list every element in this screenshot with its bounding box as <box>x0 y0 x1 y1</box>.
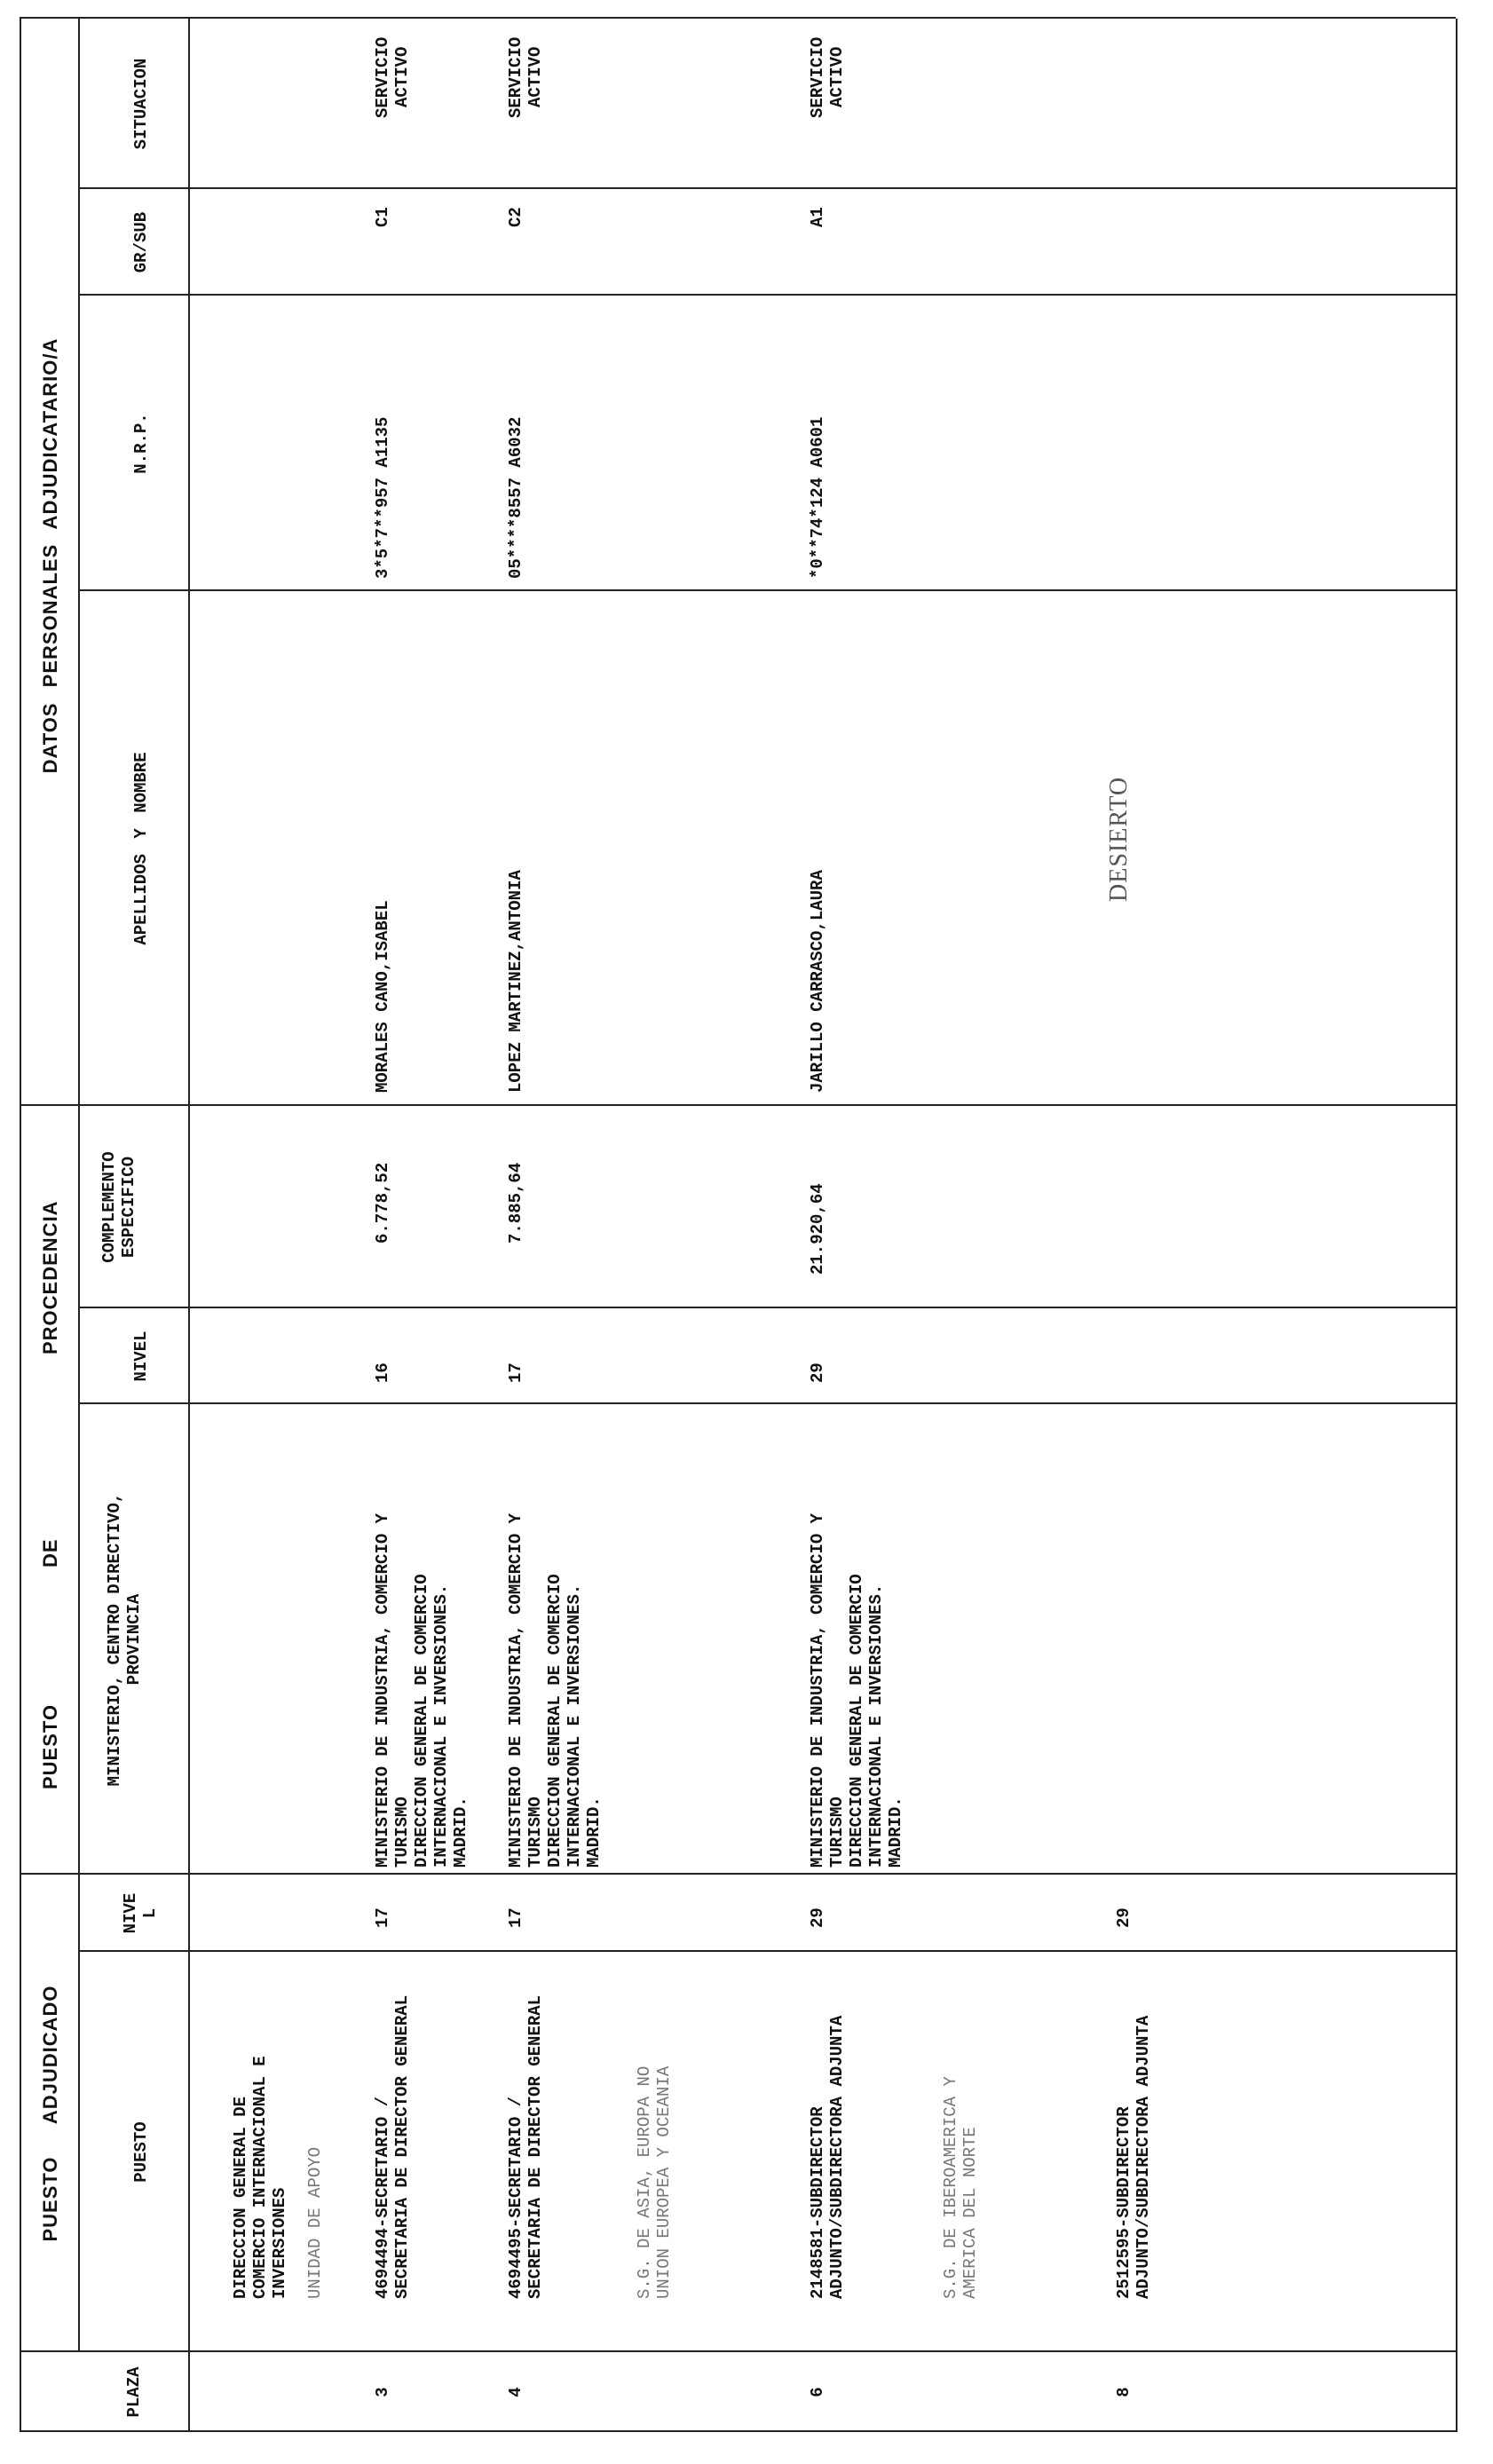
row-ministerio-5: MADRID. <box>584 1797 604 1868</box>
row-situacion-1: SERVICIO <box>808 36 827 118</box>
row-ministerio-3: DIRECCION GENERAL DE COMERCIO <box>412 1574 431 1868</box>
row-complemento: 6.778,52 <box>373 1162 392 1244</box>
row-ministerio-3: DIRECCION GENERAL DE COMERCIO <box>847 1574 866 1868</box>
row-nivel-proc: 17 <box>506 1362 525 1383</box>
row-complemento: 21.920,64 <box>808 1183 827 1275</box>
section-direccion-general-2: COMERCIO INTERNACIONAL E <box>250 2056 270 2299</box>
row-puesto-2: ADJUNTO/SUBDIRECTORA ADJUNTA <box>1134 2015 1153 2299</box>
col-header-plaza: PLAZA <box>124 2366 144 2418</box>
border-top <box>20 19 21 2432</box>
group-divider-procedencia <box>20 1104 1456 1106</box>
row-complemento: 7.885,64 <box>506 1162 525 1244</box>
col-divider-plaza <box>20 2350 1456 2352</box>
row-ministerio-3: DIRECCION GENERAL DE COMERCIO <box>545 1574 565 1868</box>
row-situacion-1: SERVICIO <box>506 36 525 118</box>
section-unidad-apoyo: UNIDAD DE APOYO <box>305 2146 325 2299</box>
row-grsub: C1 <box>373 207 392 227</box>
section-sg-ibero-1: S.G. DE IBEROAMERICA Y <box>941 2076 960 2299</box>
row-plaza: 3 <box>373 2387 392 2397</box>
header-puesto-adjudicado: PUESTO ADJUDICADO <box>39 1985 61 2242</box>
row-nrp: *0**74*124 A0601 <box>808 416 827 579</box>
section-sg-ibero-2: AMERICA DEL NORTE <box>960 2127 980 2299</box>
row-ministerio-2: TURISMO <box>525 1797 545 1868</box>
row-nivel: 29 <box>808 1907 827 1928</box>
row-nivel: 17 <box>373 1907 392 1928</box>
row-plaza: 8 <box>1114 2387 1134 2397</box>
header-datos-personales: DATOS PERSONALES ADJUDICATARIO/A <box>39 337 61 774</box>
row-ministerio-1: MINISTERIO DE INDUSTRIA, COMERCIO Y <box>506 1512 525 1868</box>
row-ministerio-5: MADRID. <box>451 1797 470 1868</box>
border-bottom <box>1456 19 1457 2432</box>
row-nivel-proc: 29 <box>808 1362 827 1383</box>
col-header-nivel-1: NIVE <box>121 1892 140 1934</box>
row-ministerio-4: INTERNACIONAL E INVERSIONES. <box>565 1583 584 1868</box>
section-direccion-general-1: DIRECCION GENERAL DE <box>231 2096 250 2299</box>
border-right <box>20 17 1456 19</box>
row-ministerio-1: MINISTERIO DE INDUSTRIA, COMERCIO Y <box>373 1512 392 1868</box>
col-divider-grsub <box>78 187 1456 189</box>
row-nivel: 17 <box>506 1907 525 1928</box>
row-situacion-2: ACTIVO <box>525 46 545 107</box>
col-divider-ministerio <box>78 1402 1456 1404</box>
row-situacion-1: SERVICIO <box>373 36 392 118</box>
row-nrp: 3*5*7**957 A1135 <box>373 416 392 579</box>
header-procedencia-procedencia: PROCEDENCIA <box>39 1200 61 1354</box>
col-header-nivel-2: L <box>140 1907 160 1919</box>
col-divider-nrp <box>78 294 1456 296</box>
row-nivel-proc: 16 <box>373 1362 392 1383</box>
header-divider-2 <box>188 19 190 2432</box>
col-header-ministerio-1: MINISTERIO, CENTRO DIRECTIVO, <box>105 1492 124 1787</box>
row-puesto-1: 2512595-SUBDIRECTOR <box>1114 2106 1134 2299</box>
row-puesto-1: 2148581-SUBDIRECTOR <box>808 2106 827 2299</box>
section-sg-asia-1: S.G. DE ASIA, EUROPA NO <box>635 2065 654 2299</box>
row-puesto-2: ADJUNTO/SUBDIRECTORA ADJUNTA <box>827 2015 847 2299</box>
row-ministerio-2: TURISMO <box>827 1797 847 1868</box>
col-header-grsub: GR/SUB <box>131 211 151 273</box>
col-header-nrp: N.R.P. <box>131 413 151 474</box>
col-divider-puesto <box>78 1950 1456 1952</box>
header-procedencia-de: DE <box>39 1538 61 1568</box>
section-sg-asia-2: UNION EUROPEA Y OCEANIA <box>654 2065 674 2299</box>
section-direccion-general-3: INVERSIONES <box>270 2187 289 2299</box>
col-header-complemento-2: ESPECIFICO <box>119 1156 138 1259</box>
row-puesto-1: 4694495-SECRETARIO / <box>506 2096 525 2299</box>
col-header-complemento-1: COMPLEMENTO <box>99 1151 119 1263</box>
row-nombre: MORALES CANO,ISABEL <box>373 900 392 1093</box>
col-divider-nivel <box>78 1307 1456 1308</box>
row-puesto-2: SECRETARIA DE DIRECTOR GENERAL <box>392 1994 412 2299</box>
col-header-puesto: PUESTO <box>131 2121 151 2183</box>
header-divider-1 <box>78 19 80 2352</box>
row-nombre: JARILLO CARRASCO,LAURA <box>808 870 827 1093</box>
col-header-nivel-proc: NIVEL <box>131 1331 151 1382</box>
desierto-label: DESIERTO <box>1105 776 1133 902</box>
col-header-situacion: SITUACION <box>131 58 151 150</box>
row-ministerio-5: MADRID. <box>886 1797 905 1868</box>
row-nombre: LOPEZ MARTINEZ,ANTONIA <box>506 870 525 1093</box>
col-divider-apellidos <box>78 589 1456 591</box>
row-ministerio-4: INTERNACIONAL E INVERSIONES. <box>866 1583 886 1868</box>
group-divider-adjudicado <box>20 1873 1456 1875</box>
row-ministerio-2: TURISMO <box>392 1797 412 1868</box>
row-situacion-2: ACTIVO <box>827 46 847 107</box>
col-header-apellidos: APELLIDOS Y NOMBRE <box>131 752 151 945</box>
row-ministerio-4: INTERNACIONAL E INVERSIONES. <box>431 1583 451 1868</box>
row-plaza: 4 <box>506 2387 525 2397</box>
row-puesto-2: SECRETARIA DE DIRECTOR GENERAL <box>525 1994 545 2299</box>
row-nivel: 29 <box>1114 1907 1134 1928</box>
row-ministerio-1: MINISTERIO DE INDUSTRIA, COMERCIO Y <box>808 1512 827 1868</box>
header-procedencia-puesto: PUESTO <box>39 1703 61 1789</box>
row-nrp: 05****8557 A6032 <box>506 416 525 579</box>
row-plaza: 6 <box>808 2387 827 2397</box>
row-puesto-1: 4694494-SECRETARIO / <box>373 2096 392 2299</box>
row-situacion-2: ACTIVO <box>392 46 412 107</box>
col-header-ministerio-2: PROVINCIA <box>124 1593 144 1686</box>
border-left <box>20 2430 1456 2432</box>
row-grsub: A1 <box>808 207 827 227</box>
row-grsub: C2 <box>506 207 525 227</box>
